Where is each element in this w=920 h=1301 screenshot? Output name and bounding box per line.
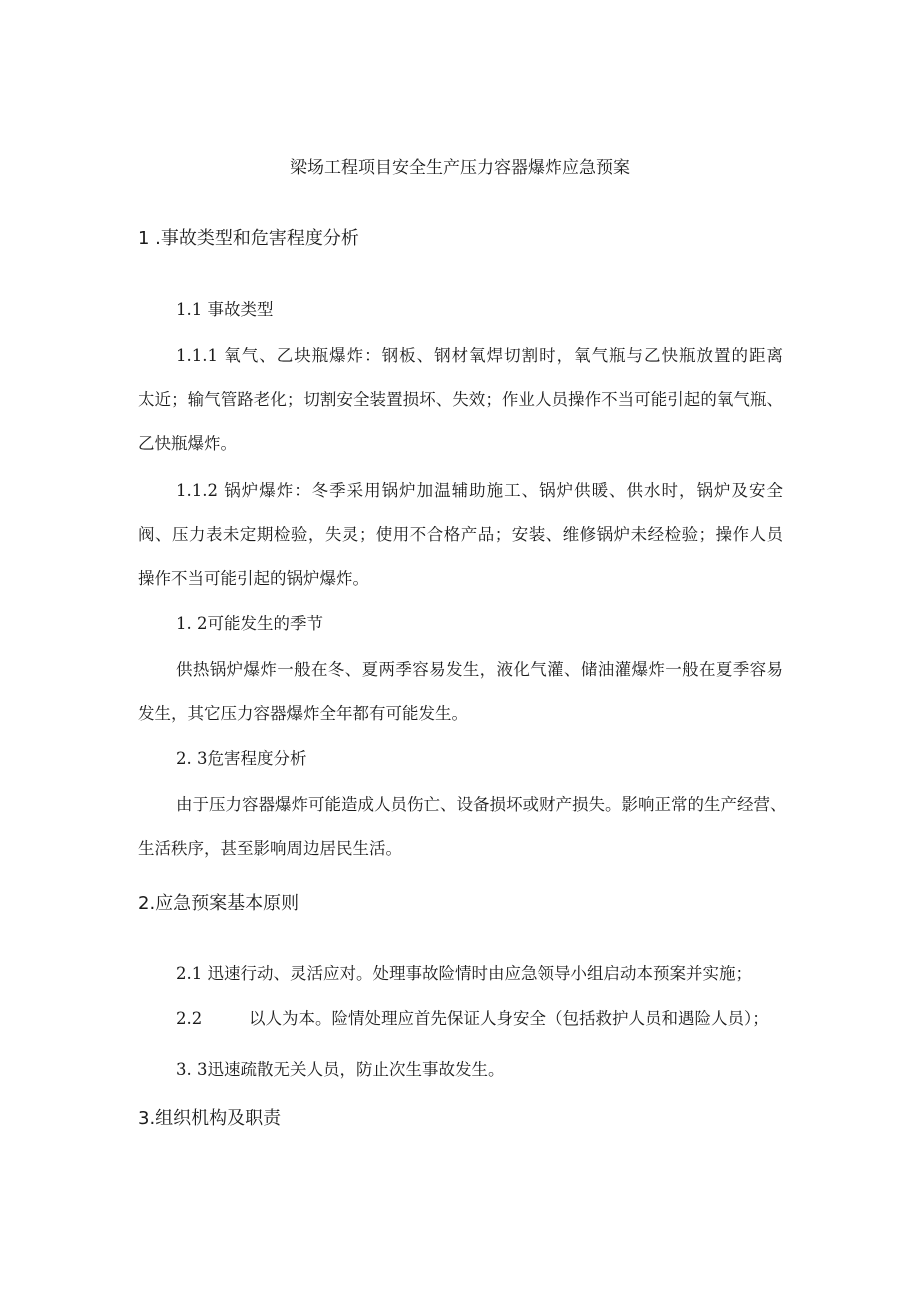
paragraph-1-1-1-line-3: 乙快瓶爆炸。 [138, 434, 237, 453]
paragraph-3-3: 3. 3迅速疏散无关人员，防止次生事故发生。 [176, 1060, 505, 1079]
paragraph-1-2-line-1: 供热锅炉爆炸一般在冬、夏两季容易发生，液化气灌、储油灌爆炸一般在夏季容易 [176, 660, 783, 679]
section-2-heading: 2.应急预案基本原则 [138, 893, 300, 914]
document-title: 梁场工程项目安全生产压力容器爆炸应急预案 [290, 158, 630, 178]
paragraph-1-2-line-2: 发生，其它压力容器爆炸全年都有可能发生。 [138, 704, 468, 723]
paragraph-2-2-number: 2.2 [176, 1009, 203, 1028]
paragraph-2-3-line-2: 生活秩序，甚至影响周边居民生活。 [138, 839, 402, 858]
paragraph-2-2-text: 以人为本。险情处理应首先保证人身安全（包括救护人员和遇险人员）； [249, 1009, 769, 1028]
paragraph-2-3-line-1: 由于压力容器爆炸可能造成人员伤亡、设备损坏或财产损失。影响正常的生产经营、 [176, 795, 787, 814]
paragraph-1-1-2-line-1: 1.1.2 锅炉爆炸：冬季采用锅炉加温辅助施工、锅炉供暖、供水时，锅炉及安全 [176, 481, 783, 500]
paragraph-1-1-1-line-2: 太近；输气管路老化；切割安全装置损坏、失效；作业人员操作不当可能引起的氧气瓶、 [138, 390, 783, 409]
subsection-1-2-heading: 1. 2可能发生的季节 [176, 614, 323, 633]
subsection-2-3-heading: 2. 3危害程度分析 [176, 749, 307, 768]
section-1-heading: 1 .事故类型和危害程度分析 [138, 228, 359, 249]
paragraph-1-1-2-line-2: 阀、压力表未定期检验，失灵；使用不合格产品；安装、维修锅炉未经检验；操作人员 [138, 525, 783, 544]
section-3-heading: 3.组织机构及职责 [138, 1108, 282, 1129]
paragraph-2-1: 2.1 迅速行动、灵活应对。处理事故险情时由应急领导小组启动本预案并实施； [176, 964, 752, 983]
subsection-1-1-heading: 1.1 事故类型 [176, 300, 274, 319]
paragraph-1-1-2-line-3: 操作不当可能引起的锅炉爆炸。 [138, 569, 369, 588]
paragraph-1-1-1-line-1: 1.1.1 氧气、乙块瓶爆炸：钢板、钢材氧焊切割时，氧气瓶与乙快瓶放置的距离 [176, 346, 783, 365]
